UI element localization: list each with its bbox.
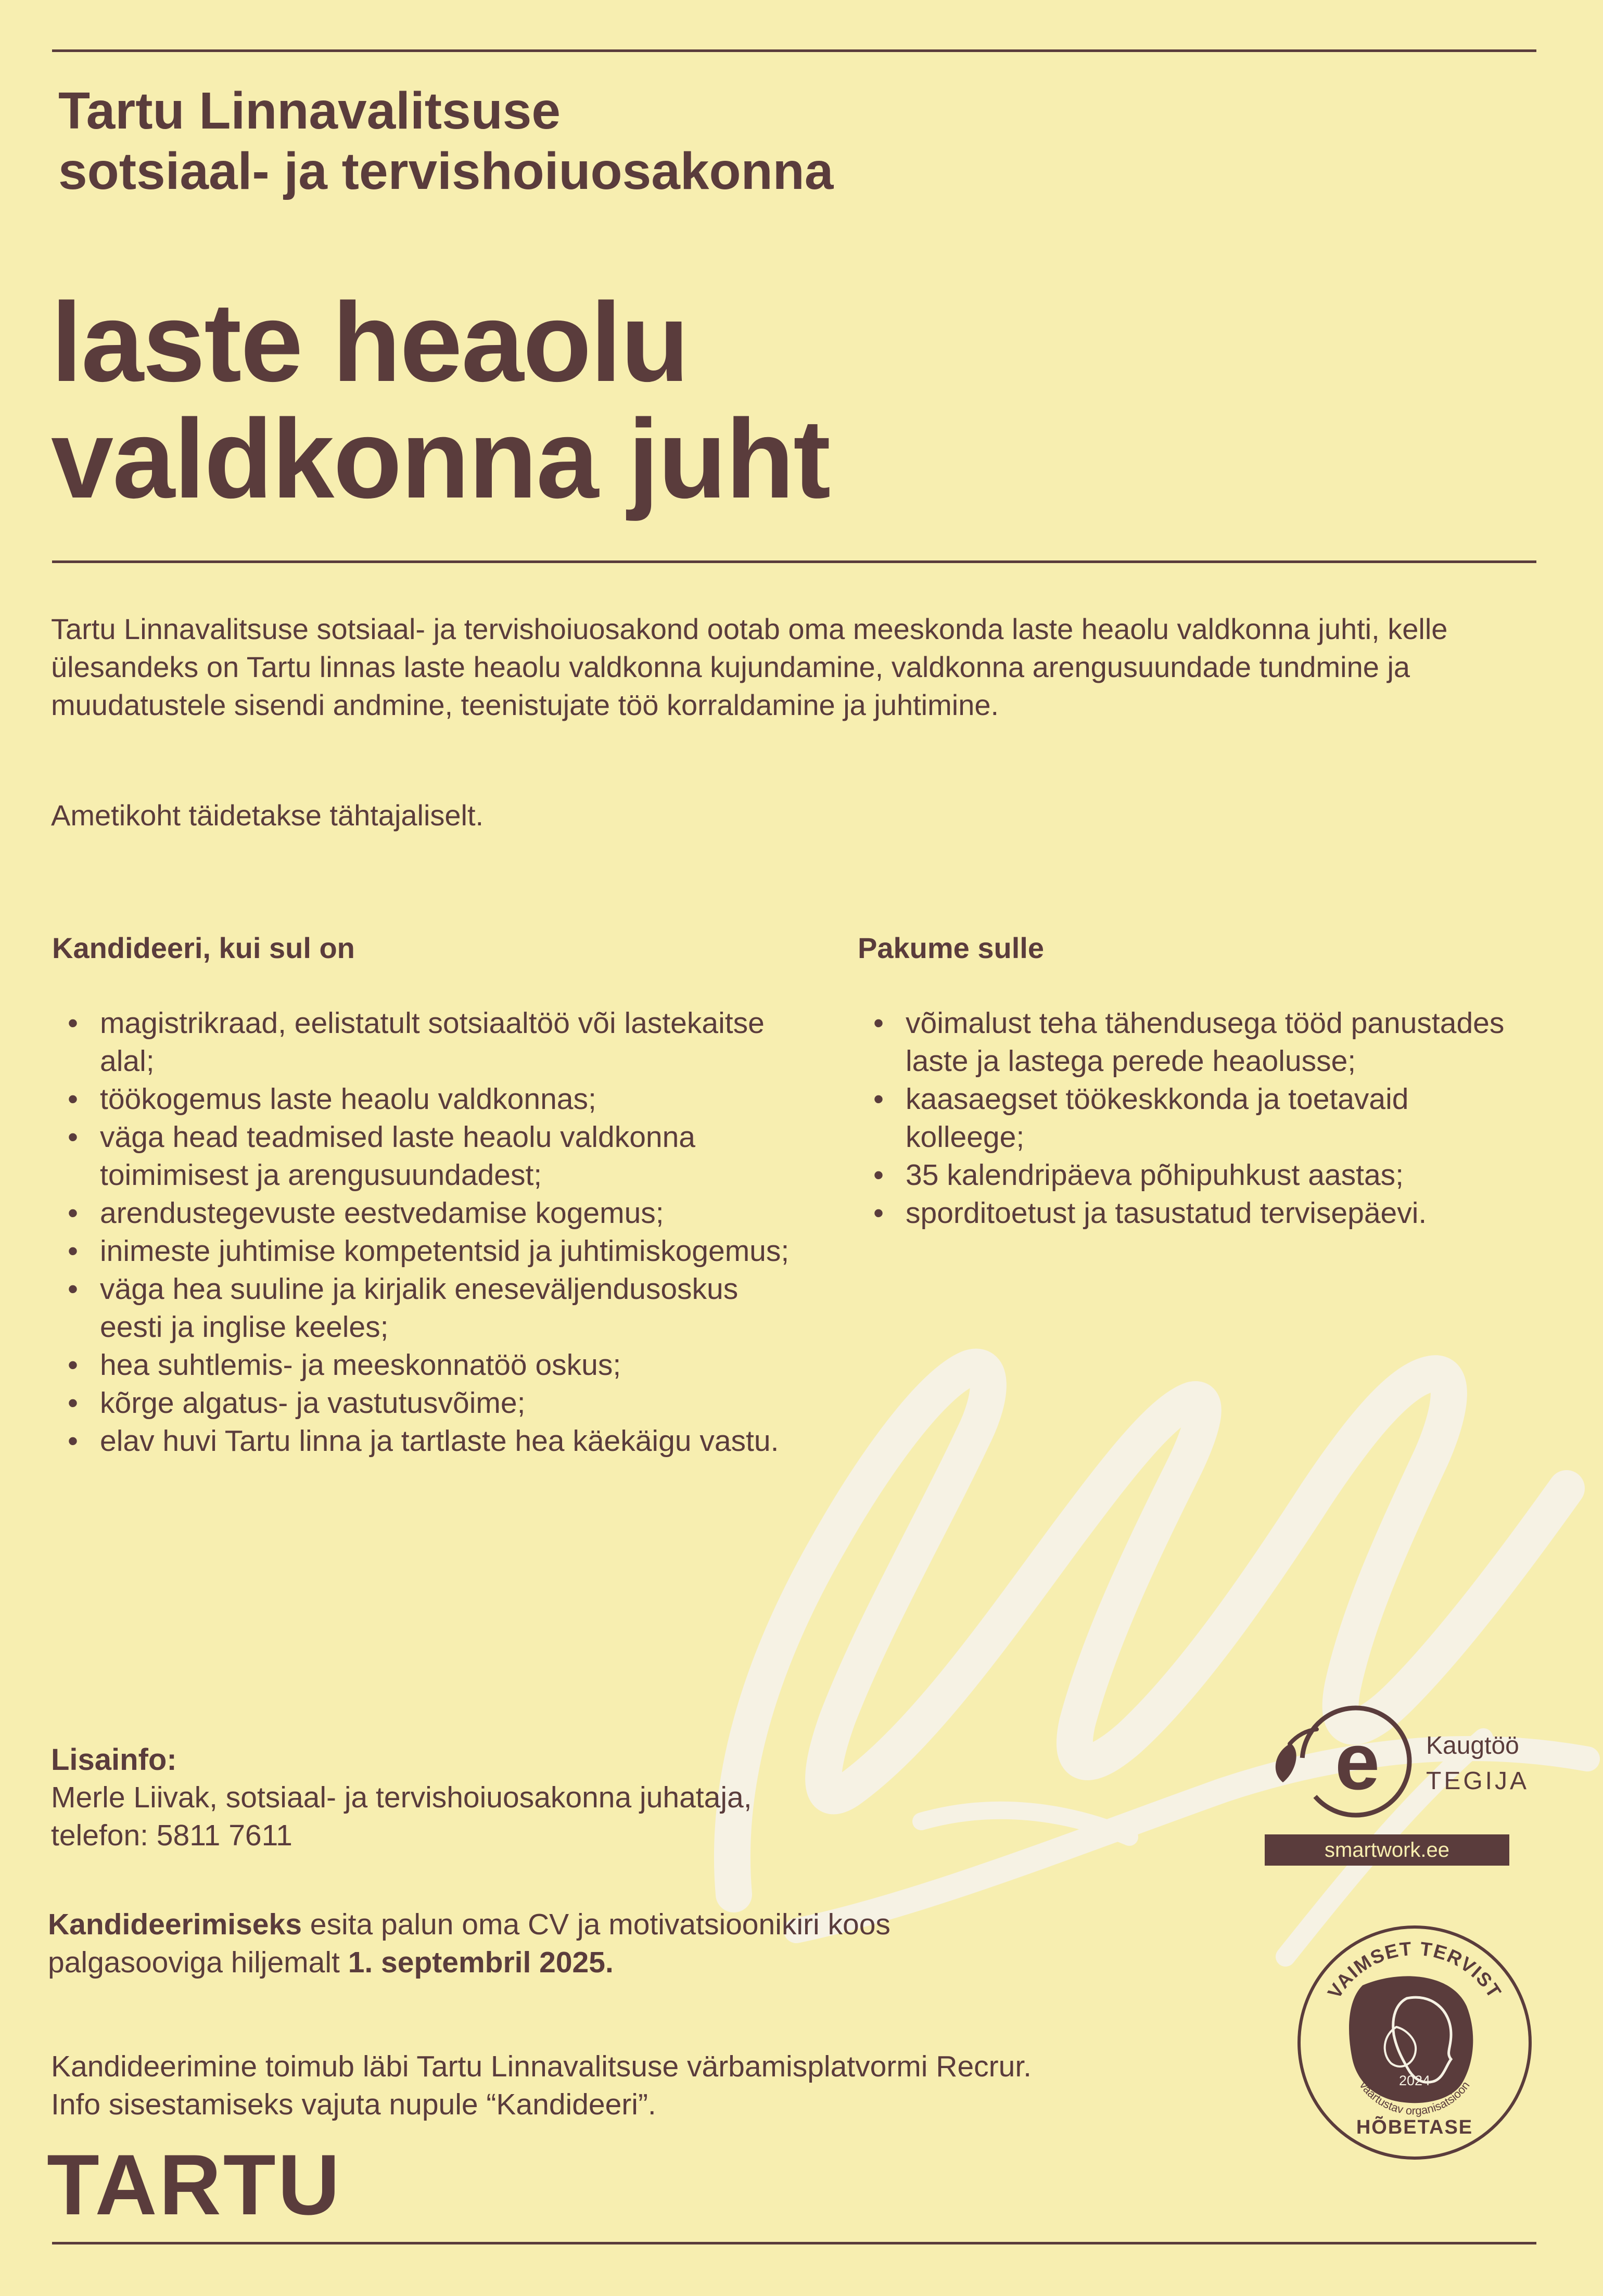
- contact-person: Merle Liivak, sotsiaal- ja tervishoiuosakonna juhataja,: [51, 1781, 752, 1814]
- top-rule: [52, 49, 1536, 52]
- list-item: • töökogemus laste heaolu valdkonnas;: [52, 1080, 802, 1118]
- list-item: • väga head teadmised laste heaolu valdkonna toimimisest ja arengusuundadest;: [52, 1118, 802, 1194]
- contact-phone: telefon: 5811 7611: [51, 1819, 292, 1852]
- requirements-list: [52, 1004, 802, 1460]
- vaimset-tervist-seal: [1295, 1923, 1534, 2162]
- svg-text:e: e: [1334, 1716, 1380, 1806]
- list-item: • magistrikraad, eelistatult sotsiaaltöö või lastekaitse alal;: [52, 1004, 802, 1080]
- job-title-line2: valdkonna juht: [51, 396, 830, 521]
- list-item: • sporditoetust ja tasustatud tervisepäevi.: [858, 1194, 1534, 1232]
- list-item: • arendustegevuste eestvedamise kogemus;: [52, 1194, 802, 1232]
- list-item: • väga hea suuline ja kirjalik eneseväljendusoskus eesti ja inglise keeles;: [52, 1270, 802, 1346]
- apply-lead: Kandideerimiseks: [48, 1908, 302, 1941]
- offers-list: [858, 1004, 1534, 1232]
- list-item: • kaasaegset töökeskkonda ja toetavaid kolleege;: [858, 1080, 1534, 1156]
- contact-heading: Lisainfo:: [51, 1743, 177, 1777]
- bottom-rule: [52, 2242, 1536, 2244]
- intro-paragraph: Tartu Linnavalitsuse sotsiaal- ja tervishoiuosakond ootab oma meeskonda laste heaolu valdkonna juhti, kelle ülesandeks on Tartu linnas laste heaolu valdkonna kujundamine, valdkonna arengusuundade tundmine ja muudatustele sisendi andmine, teenistujate töö korraldamine ja juhtimine.: [51, 613, 1448, 721]
- job-title: [51, 279, 830, 521]
- apply-text: esita palun oma CV ja motivatsioonikiri koos palgasooviga hiljemalt: [48, 1908, 890, 1979]
- seal-arc-text: väärtustav organisatsioon: [1357, 2078, 1472, 2118]
- list-item: • elav huvi Tartu linna ja tartlaste hea käekäigu vastu.: [52, 1422, 802, 1460]
- platform-line2: Info sisestamiseks vajuta nupule “Kandideeri”.: [51, 2088, 656, 2121]
- platform-info: [51, 2048, 1248, 2124]
- kaugtoo-e-icon: [1276, 1694, 1429, 1835]
- smartwork-url: smartwork.ee: [1324, 1839, 1450, 1861]
- requirements-heading: Kandideeri, kui sul on: [52, 932, 355, 964]
- list-item: • hea suhtlemis- ja meeskonnatöö oskus;: [52, 1346, 802, 1384]
- application-instructions: [48, 1906, 985, 1982]
- apply-deadline: 1. septembril 2025.: [348, 1946, 614, 1979]
- organization-title-line2: sotsiaal- ja tervishoiuosakonna: [58, 142, 834, 200]
- kaugtoo-word: Kaugtöö: [1426, 1732, 1519, 1759]
- organization-title-line1: Tartu Linnavalitsuse: [58, 82, 561, 140]
- offers-heading: Pakume sulle: [858, 932, 1044, 964]
- contract-note: Ametikoht täidetakse tähtajaliselt.: [51, 799, 484, 832]
- seal-bottom-text: HÕBETASE: [1356, 2116, 1473, 2138]
- offers-section: [858, 929, 1534, 1232]
- seal-top-text: VAIMSET TERVIST: [1324, 1937, 1506, 2002]
- organization-title: [58, 81, 833, 201]
- kaugtoo-tegija-badge: [1265, 1694, 1541, 1866]
- list-item: • inimeste juhtimise kompetentsid ja juhtimiskogemus;: [52, 1232, 802, 1270]
- platform-line1: Kandideerimine toimub läbi Tartu Linnavalitsuse värbamisplatvormi Recrur.: [51, 2050, 1032, 2083]
- tartu-logo-text: TARTU: [47, 2147, 342, 2225]
- list-item: • võimalust teha tähendusega tööd panustades laste ja lastega perede heaolusse;: [858, 1004, 1534, 1080]
- requirements-section: [52, 929, 802, 1460]
- tartu-logo: [47, 2147, 359, 2225]
- contact-text: [51, 1779, 936, 1855]
- tegija-word: TEGIJA: [1426, 1767, 1530, 1795]
- list-item: • kõrge algatus- ja vastutusvõime;: [52, 1384, 802, 1422]
- job-title-line1: laste heaolu: [51, 279, 689, 405]
- decorative-swash: [703, 1291, 1603, 1978]
- header-rule: [52, 560, 1536, 563]
- seal-year: 2024: [1398, 2073, 1431, 2088]
- list-item: • 35 kalendripäeva põhipuhkust aastas;: [858, 1156, 1534, 1194]
